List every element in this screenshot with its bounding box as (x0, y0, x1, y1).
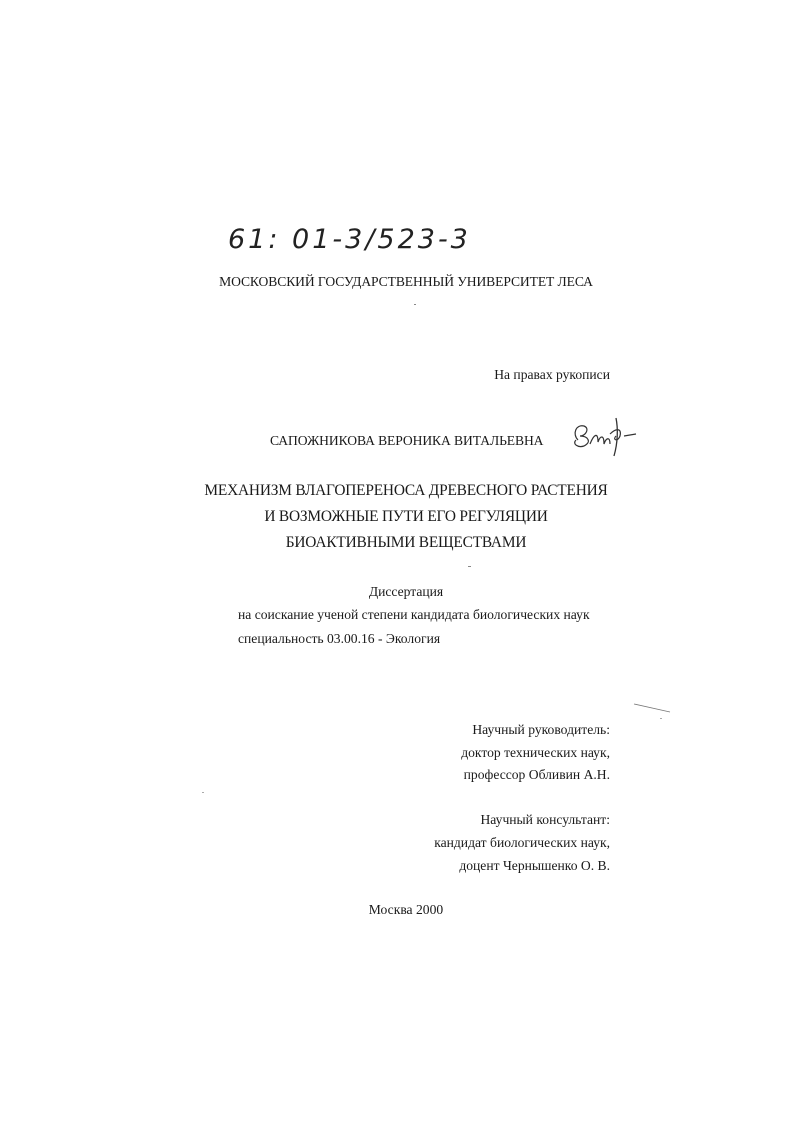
scan-speck (468, 566, 471, 567)
scan-mark (632, 700, 672, 716)
title-line-3: БИОАКТИВНЫМИ ВЕЩЕСТВАМИ (285, 534, 527, 551)
supervisor-name: профессор Обливин А.Н. (463, 767, 610, 782)
scan-speck (202, 792, 204, 793)
city-year: Москва 2000 (368, 902, 444, 917)
consultant-name: доцент Чернышенко О. В. (459, 858, 610, 873)
author-name: САПОЖНИКОВА ВЕРОНИКА ВИТАЛЬЕВНА (270, 433, 544, 448)
university-name: МОСКОВСКИЙ ГОСУДАРСТВЕННЫЙ УНИВЕРСИТЕТ ЛЕСА (219, 274, 593, 289)
consultant-label: Научный консультант: (480, 812, 610, 827)
supervisor-label: Научный руководитель: (472, 722, 610, 737)
title-line-1: МЕХАНИЗМ ВЛАГОПЕРЕНОСА ДРЕВЕСНОГО РАСТЕНИЯ (204, 482, 608, 499)
consultant-degree: кандидат биологических наук, (434, 835, 610, 850)
dissertation-degree-line: на соискание ученой степени кандидата биологических наук (238, 607, 590, 622)
dissertation-specialty-line: специальность 03.00.16 - Экология (238, 631, 441, 646)
author-signature (566, 414, 646, 458)
handwritten-catalog-code: 61: 01-3/523-3 (228, 224, 471, 255)
scan-speck (660, 718, 662, 719)
title-line-2: И ВОЗМОЖНЫЕ ПУТИ ЕГО РЕГУЛЯЦИИ (264, 508, 548, 525)
scan-speck (414, 304, 416, 305)
dissertation-heading: Диссертация (368, 584, 444, 599)
rights-note: На правах рукописи (494, 367, 610, 382)
supervisor-degree: доктор технических наук, (461, 745, 610, 760)
